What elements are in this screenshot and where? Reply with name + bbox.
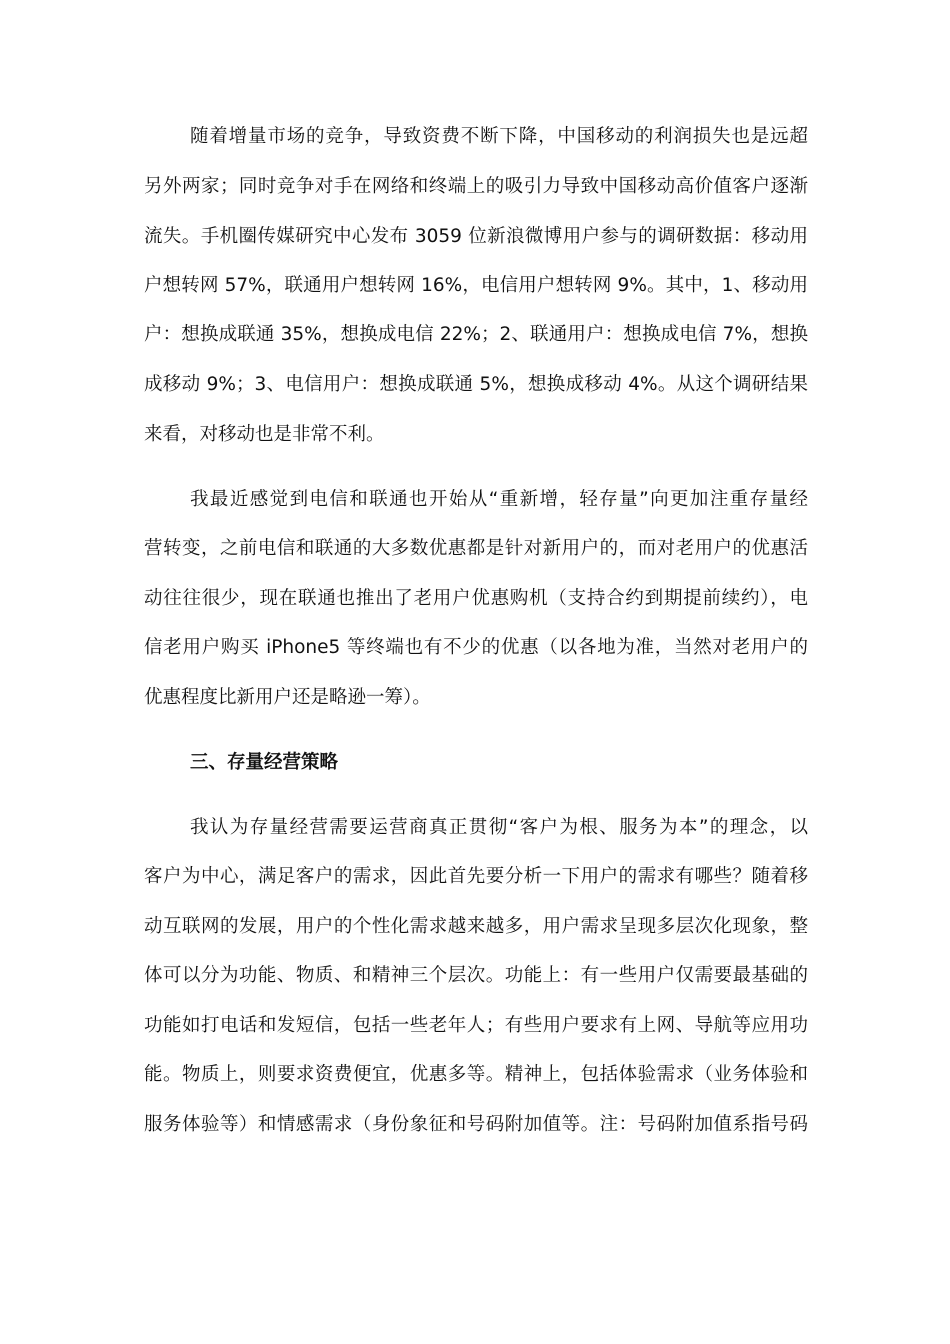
paragraph-1-line-4: 户想转网 57%，联通用户想转网 16%，电信用户想转网 9%。其中，1、移动用 xyxy=(144,275,808,296)
paragraph-3-line-2: 客户为中心，满足客户的需求，因此首先要分析一下用户的需求有哪些？随着移 xyxy=(144,866,808,887)
paragraph-1-line-1: 随着增量市场的竞争，导致资费不断下降，中国移动的利润损失也是远超 xyxy=(190,126,808,147)
paragraph-1-line-6: 成移动 9%；3、电信用户：想换成联通 5%，想换成移动 4%。从这个调研结果 xyxy=(144,374,808,395)
paragraph-3-line-3: 动互联网的发展，用户的个性化需求越来越多，用户需求呈现多层次化现象，整 xyxy=(144,916,808,937)
paragraph-1-line-5: 户：想换成联通 35%，想换成电信 22%；2、联通用户：想换成电信 7%，想换 xyxy=(144,324,808,345)
paragraph-3-line-5: 功能如打电话和发短信，包括一些老年人；有些用户要求有上网、导航等应用功 xyxy=(144,1015,808,1036)
paragraph-3-line-4: 体可以分为功能、物质、和精神三个层次。功能上：有一些用户仅需要最基础的 xyxy=(144,965,808,986)
paragraph-1-line-7: 来看，对移动也是非常不利。 xyxy=(144,424,385,445)
paragraph-1-line-3: 流失。手机圈传媒研究中心发布 3059 位新浪微博用户参与的调研数据：移动用 xyxy=(144,226,808,247)
paragraph-1-line-2: 另外两家；同时竞争对手在网络和终端上的吸引力导致中国移动高价值客户逐渐 xyxy=(144,176,808,197)
paragraph-2-line-1: 我最近感觉到电信和联通也开始从“重新增，轻存量”向更加注重存量经 xyxy=(190,489,808,510)
paragraph-3-line-7: 服务体验等）和情感需求（身份象征和号码附加值等。注：号码附加值系指号码 xyxy=(144,1114,808,1135)
section-heading: 三、存量经营策略 xyxy=(190,752,339,773)
paragraph-2-line-4: 信老用户购买 iPhone5 等终端也有不少的优惠（以各地为准，当然对老用户的 xyxy=(144,637,808,658)
paragraph-3-line-1: 我认为存量经营需要运营商真正贯彻“客户为根、服务为本”的理念，以 xyxy=(190,817,808,838)
paragraph-2-line-3: 动往往很少，现在联通也推出了老用户优惠购机（支持合约到期提前续约），电 xyxy=(144,588,808,609)
paragraph-2-line-2: 营转变，之前电信和联通的大多数优惠都是针对新用户的，而对老用户的优惠活 xyxy=(144,538,808,559)
paragraph-2-line-5: 优惠程度比新用户还是略逊一筹）。 xyxy=(144,687,431,708)
paragraph-3-line-6: 能。物质上，则要求资费便宜，优惠多等。精神上，包括体验需求（业务体验和 xyxy=(144,1064,808,1085)
